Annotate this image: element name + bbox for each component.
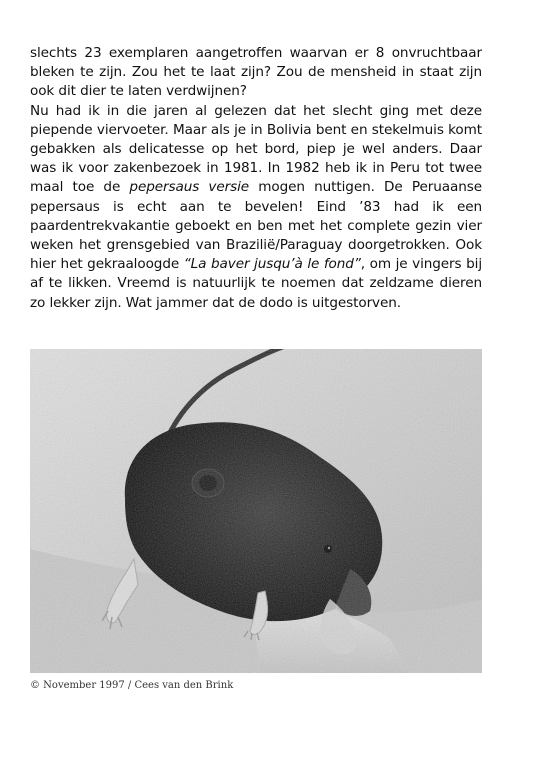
paragraph-2-part-c: , om je vingers bij af te likken. Vreemd is natuurlijk te noemen dat zeldzame dieren zo lekker zijn. Wat jammer dat de dodo is uitgestorven. (30, 256, 483, 311)
rodent-illustration (30, 349, 482, 673)
paragraph-1: slechts 23 exemplaren aangetroffen waarvan er 8 onvruchtbaar bleken te zijn. Zou het te laat zijn? Zou de mensheid in staat zijn ook dit dier te laten verdwijnen? (30, 45, 482, 100)
body-text (30, 44, 482, 313)
italic-phrase-pepersaus: pepersaus versie (129, 179, 250, 196)
copyright-caption: © November 1997 / Cees van den Brink (30, 680, 234, 691)
paragraph-2-part-a: Nu had ik in die jaren al gelezen dat het slecht ging met deze piepende viervoeter. Maar als je in Bolivia bent en stekelmuis komt gebakken als delicatesse op het bord, piep je wel anders. Daar was ik voor zakenbezoek in 1981. In 1982 heb ik in Peru tot twee maal toe de (30, 102, 482, 196)
paragraph-2-part-b: mogen nuttigen. De Peruaanse pepersaus is echt aan te bevelen! Eind ’83 had ik een paardentrekvakantie geboekt en ben met het complete gezin vier weken het grensgebied van Brazilië/Paraguay doorgetrokken. Ook hier het gekraaloogde (30, 179, 482, 273)
rodent-photo (30, 349, 482, 673)
italic-phrase-quote: “La baver jusqu’à le fond” (183, 256, 361, 273)
film-grain (30, 349, 482, 673)
paragraph-2 (30, 102, 482, 313)
